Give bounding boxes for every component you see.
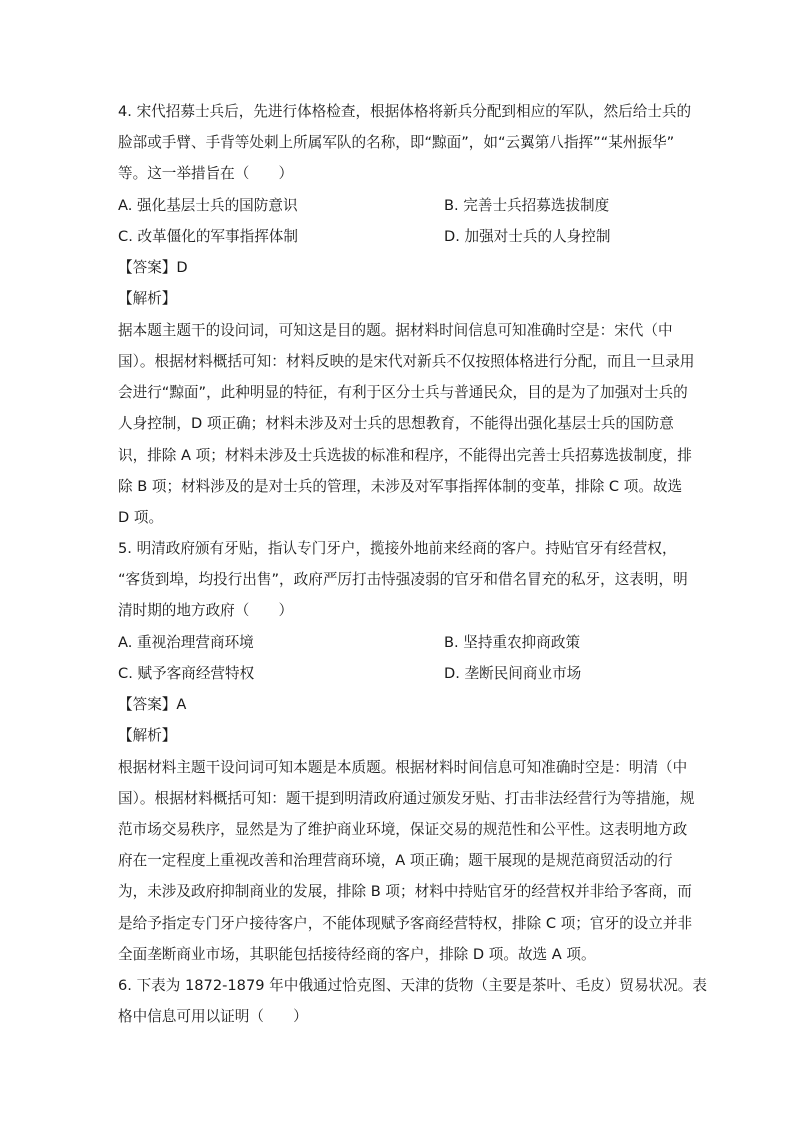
q5-analysis-line-6: 是给予指定专门牙户接待客户，不能体现赋予客商经营特权，排除 C 项；官牙的设立并非 bbox=[118, 915, 693, 932]
q4-option-c: C. 改革僵化的军事指挥体制 bbox=[118, 228, 299, 245]
q5-stem-line-3: 清时期的地方政府（ ） bbox=[118, 602, 294, 619]
q5-option-d: D. 垄断民间商业市场 bbox=[444, 665, 582, 682]
q4-analysis-line-5: 识，排除 A 项；材料未涉及士兵选拔的标准和程序，不能得出完善士兵招募选拔制度，排 bbox=[118, 447, 692, 464]
q4-option-d: D. 加强对士兵的人身控制 bbox=[444, 228, 611, 245]
q5-analysis-line-3: 范市场交易秩序，显然是为了维护商业环境，保证交易的规范性和公平性。这表明地方政 bbox=[118, 821, 688, 838]
q4-analysis-label: 【解析】 bbox=[118, 290, 177, 307]
q4-analysis-line-3: 会进行“黥面”，此种明显的特征，有利于区分士兵与普通民众，目的是为了加强对士兵的 bbox=[118, 384, 688, 401]
q5-option-b: B. 坚持重农抑商政策 bbox=[444, 634, 581, 651]
q5-stem-line-1: 5. 明清政府颁有牙贴，指认专门牙户，揽接外地前来经商的客户。持贴官牙有经营权， bbox=[118, 540, 677, 557]
q4-answer: 【答案】D bbox=[118, 259, 188, 276]
q4-analysis-line-6: 除 B 项；材料涉及的是对士兵的管理，未涉及对军事指挥体制的变革，排除 C 项。故选 bbox=[118, 478, 683, 495]
q4-option-a: A. 强化基层士兵的国防意识 bbox=[118, 197, 298, 214]
q5-option-c: C. 赋予客商经营特权 bbox=[118, 665, 255, 682]
q5-analysis-line-4: 府在一定程度上重视改善和治理营商环境，A 项正确；题干展现的是规范商贸活动的行 bbox=[118, 852, 673, 869]
q5-answer: 【答案】A bbox=[118, 696, 187, 713]
q4-analysis-line-2: 国）。根据材料概括可知：材料反映的是宋代对新兵不仅按照体格进行分配，而且一旦录用 bbox=[118, 353, 695, 370]
q5-analysis-line-7: 全面垄断商业市场，其职能包括接待经商的客户，排除 D 项。故选 A 项。 bbox=[118, 946, 596, 963]
q5-analysis-line-5: 为，未涉及政府抑制商业的发展，排除 B 项；材料中持贴官牙的经营权并非给予客商，而 bbox=[118, 883, 692, 900]
q5-analysis-line-2: 国）。根据材料概括可知：题干提到明清政府通过颁发牙贴、打击非法经营行为等措施，规 bbox=[118, 790, 695, 807]
q4-stem-line-3: 等。这一举措旨在（ ） bbox=[118, 165, 294, 182]
q4-analysis-line-4: 人身控制，D 项正确；材料未涉及对士兵的思想教育，不能得出强化基层士兵的国防意 bbox=[118, 415, 674, 432]
q4-analysis-line-7: D 项。 bbox=[118, 509, 164, 526]
q6-stem-line-1: 6. 下表为 1872-1879 年中俄通过恰克图、天津的货物（主要是茶叶、毛皮）贸易状况。表 bbox=[118, 977, 707, 994]
q5-analysis-label: 【解析】 bbox=[118, 727, 177, 744]
q6-stem-line-2: 格中信息可用以证明（ ） bbox=[118, 1008, 308, 1025]
q4-option-b: B. 完善士兵招募选拔制度 bbox=[444, 197, 610, 214]
q4-stem-line-2: 脸部或手臂、手背等处刺上所属军队的名称，即“黥面”，如“云翼第八指挥”“某州振华” bbox=[118, 134, 675, 151]
q5-analysis-line-1: 根据材料主题干设问词可知本题是本质题。根据材料时间信息可知准确时空是：明清（中 bbox=[118, 759, 688, 776]
q5-stem-line-2: “客货到埠，均投行出售”，政府严厉打击恃强凌弱的官牙和借名冒充的私牙，这表明，明 bbox=[118, 571, 688, 588]
q4-analysis-line-1: 据本题主题干的设问词，可知这是目的题。据材料时间信息可知准确时空是：宋代（中 bbox=[118, 322, 673, 339]
q4-stem-line-1: 4. 宋代招募士兵后，先进行体格检查，根据体格将新兵分配到相应的军队，然后给士兵的 bbox=[118, 103, 692, 120]
q5-option-a: A. 重视治理营商环境 bbox=[118, 634, 254, 651]
